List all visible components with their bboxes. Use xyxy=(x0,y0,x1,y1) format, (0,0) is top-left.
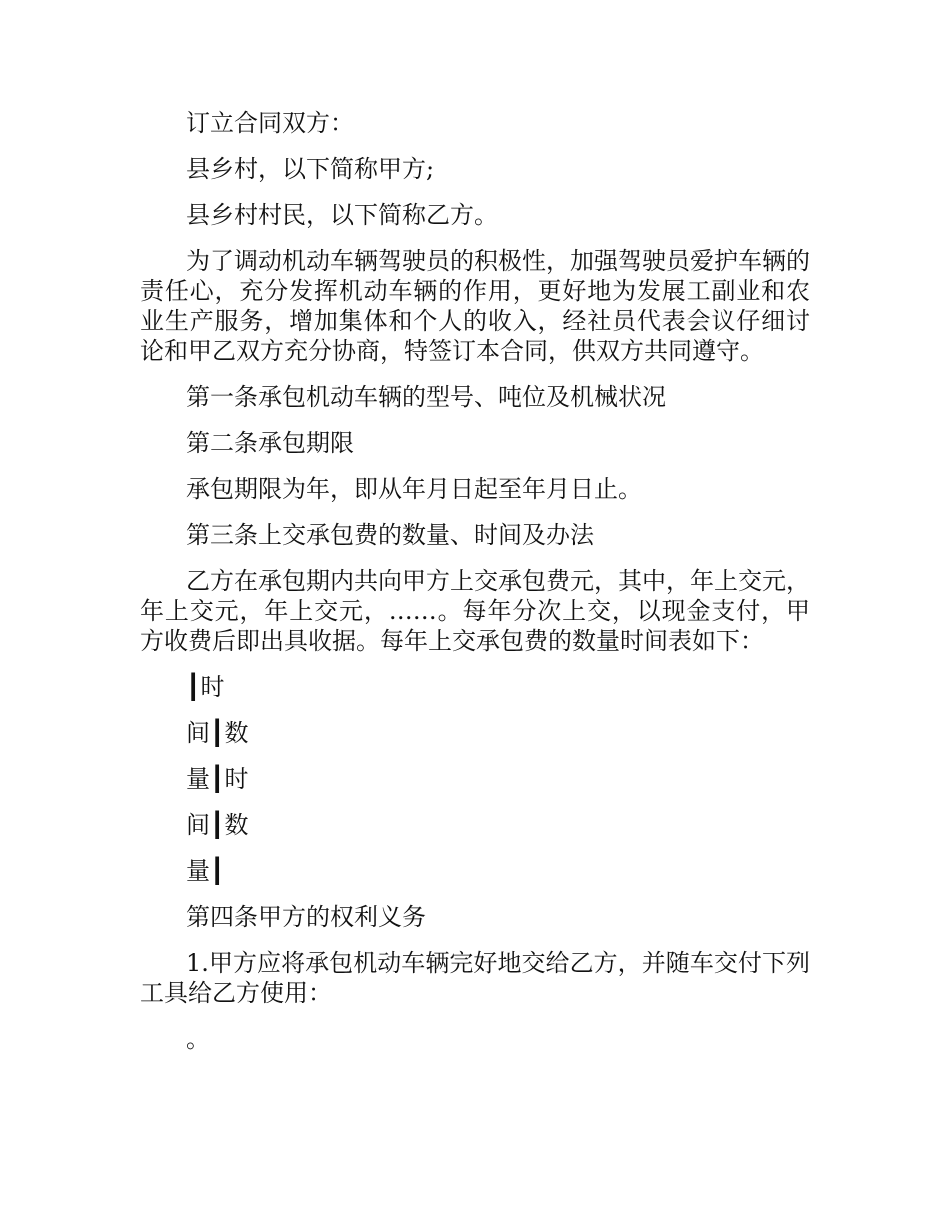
table-fragment: 量┃ xyxy=(186,857,225,885)
section-heading: 第一条承包机动车辆的型号、吨位及机械状况 xyxy=(186,383,666,411)
section-heading: 第三条上交承包费的数量、时间及办法 xyxy=(186,521,594,549)
document-body xyxy=(140,108,810,1070)
paragraph: 县乡村村民，以下简称乙方。 xyxy=(186,201,498,229)
paragraph: 县乡村，以下简称甲方; xyxy=(186,155,435,183)
paragraph: 。 xyxy=(186,1025,210,1053)
section-heading: 第四条甲方的权利义务 xyxy=(186,903,426,931)
paragraph: 乙方在承包期内共向甲方上交承包费元，其中，年上交元，年上交元，年上交元，……。每年分次上交，以现金支付，甲方收费后即出具收据。每年上交承包费的数量时间表如下： xyxy=(140,567,810,655)
table-fragment: 量┃时 xyxy=(186,765,249,793)
table-fragment: 间┃数 xyxy=(186,719,249,747)
paragraph: 订立合同双方： xyxy=(186,109,354,137)
table-fragment: 间┃数 xyxy=(186,811,249,839)
paragraph: 1.甲方应将承包机动车辆完好地交给乙方，并随车交付下列工具给乙方使用： xyxy=(140,949,810,1007)
table-fragment: ┃时 xyxy=(186,673,225,701)
section-heading: 第二条承包期限 xyxy=(186,429,354,457)
paragraph: 承包期限为年，即从年月日起至年月日止。 xyxy=(186,475,642,503)
paragraph: 为了调动机动车辆驾驶员的积极性，加强驾驶员爱护车辆的责任心，充分发挥机动车辆的作用，更好地为发展工副业和农业生产服务，增加集体和个人的收入，经社员代表会议仔细讨论和甲乙双方充分协商，特签订本合同，供双方共同遵守。 xyxy=(140,247,810,365)
